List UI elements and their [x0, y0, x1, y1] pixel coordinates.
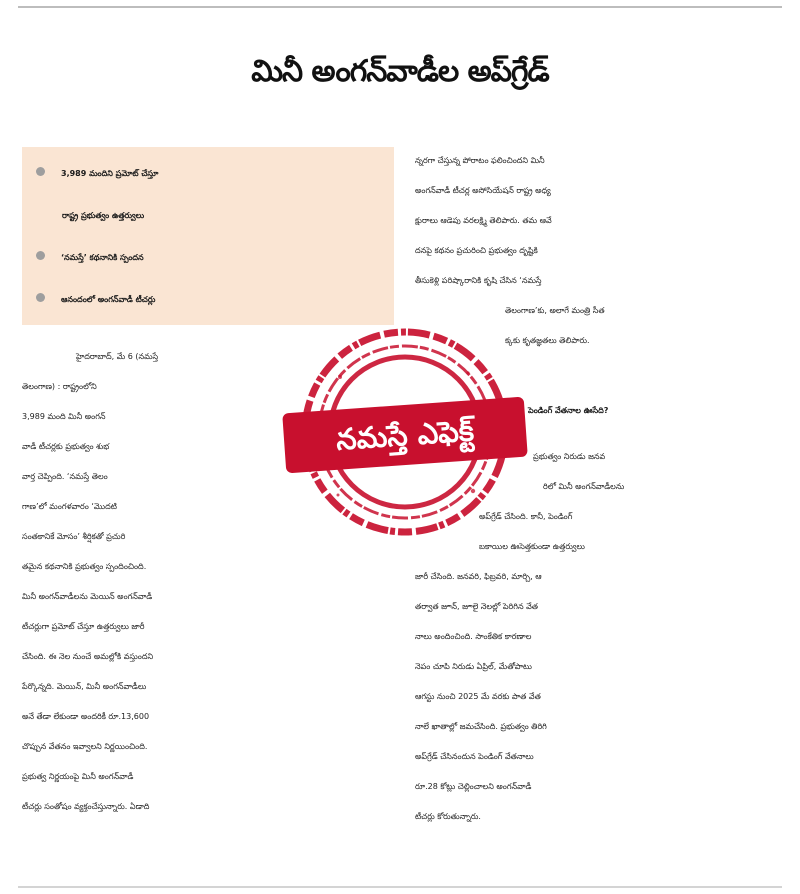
bullet-icon [36, 293, 45, 302]
body-line: జారీ చేసింది. జనవరి, ఫిబ్రవరి, మార్చి, ఆ [415, 572, 542, 581]
body-line: తీసుకెళ్లి పరిష్కారానికి కృషి చేసిన ‘నమస్తే [415, 276, 542, 285]
body-line: క్షురాలు ఆడెపు వరలక్ష్మి తెలిపారు. తమ ఆవే [415, 216, 552, 225]
body-line: ఆగస్టు నుంచి 2025 మే వరకు పాత వేత [415, 692, 541, 701]
body-line: ప్రభుత్వ నిర్ణయంపై మినీ అంగన్‌వాడీ [22, 772, 134, 781]
body-line: క్కకు కృతజ్ఞతలు తెలిపారు. [505, 336, 590, 345]
headline: మినీ అంగన్‌వాడీల అప్‌గ్రేడ్‌ [251, 54, 549, 89]
body-line: హైదరాబాద్‌, మే 6 (నమస్తే [76, 352, 159, 361]
namaste-effect-stamp [298, 325, 512, 539]
body-line: చొప్పున వేతనం ఇవ్వాలని నిర్ణయించింది. [22, 742, 148, 751]
body-line: మినీ అంగన్‌వాడీలను మెయిన్‌ అంగన్‌వాడీ [22, 592, 153, 601]
bullet-icon [36, 167, 45, 176]
body-line: 3,989 మంది మినీ అంగన్‌ [22, 412, 106, 421]
body-line: అప్‌గ్రేడ్‌ చేసినందున పెండింగ్‌ వేతనాలు [415, 752, 534, 761]
body-line: నెపం చూపి నిరుడు ఏప్రిల్‌, మేతోపాటు [415, 662, 532, 671]
body-line: పేర్కొన్నది. మెయిన్‌, మినీ అంగన్‌వాడీలు [22, 682, 147, 691]
highlight-text: 3,989 మందిని ప్రమోట్‌ చేస్తూ [61, 169, 159, 178]
body-line: అంగన్‌వాడీ టీచర్ల అసోసియేషన్‌ రాష్ట్ర అధ్య [415, 186, 551, 195]
body-line: వాడీ టీచర్లకు ప్రభుత్వం శుభ [22, 442, 110, 451]
body-line: వార్త చెప్పింది. ‘నమస్తే తెలం [22, 472, 108, 481]
body-line: తెలంగాణ’కు, అలాగే మంత్రి సీత [505, 306, 605, 315]
highlight-item [36, 153, 382, 195]
highlight-text: ఆనందంలో అంగన్‌వాడీ టీచర్లు [61, 295, 156, 304]
body-line: న్నరగా చేస్తున్న పోరాటం ఫలించిందని మినీ [415, 156, 545, 165]
body-line: సంతకానికే మోసం’ శీర్షికతో ప్రచురి [22, 532, 126, 541]
top-rule [18, 6, 782, 8]
body-line: అనే తేడా లేకుండా అందరికీ రూ.13,600 [22, 712, 150, 721]
body-line: టీచర్లు సంతోషం వ్యక్తంచేస్తున్నారు. ఏడాది [22, 802, 150, 811]
highlight-text: రాష్ట్ర ప్రభుత్వం ఉత్తర్వులు [62, 211, 145, 220]
body-line: చేసింది. ఈ నెల నుంచే అమల్లోకి వస్తుందని [22, 652, 154, 661]
bullet-icon [36, 251, 45, 260]
body-line: టీచర్లు కోరుతున్నారు. [415, 812, 481, 821]
body-line: నాలే ఖాతాల్లో జమచేసింది. ప్రభుత్వం తిరిగి [415, 722, 547, 731]
body-line: నాలు అందించింది. సాంకేతిక కారణాల [415, 632, 532, 641]
body-line: దనపై కథనం ప్రచురించి ప్రభుత్వం దృష్టికి [415, 246, 538, 255]
highlight-text: ‘నమస్తే’ కథనానికి స్పందన [61, 253, 144, 262]
highlights-box [22, 147, 394, 325]
highlight-item [36, 195, 382, 237]
body-line: టీచర్లుగా ప్రమోట్‌ చేస్తూ ఉత్తర్వులు జారీ [22, 622, 145, 631]
highlight-item [36, 237, 382, 279]
body-line: రూ.28 కోట్లు చెల్లించాలని అంగన్‌వాడీ [415, 782, 532, 791]
highlight-item [36, 279, 382, 321]
stamp-label: నమస్తే ఎఫెక్ట్‌ [284, 399, 525, 471]
body-line: తర్వాత జూన్‌, జూలై నెలల్లో పెరిగిన వేత [415, 602, 539, 611]
body-line: గాణ’లో మంగళవారం ‘మొదటి [22, 502, 117, 511]
body-line: అప్‌గ్రేడ్‌ చేసింది. కానీ, పెండింగ్‌ [479, 512, 573, 521]
bottom-rule [18, 886, 782, 888]
subheading: పెండింగ్‌ వేతనాల ఊసేది? [528, 406, 609, 415]
body-line: తెలంగాణ) : రాష్ట్రంలోని [22, 382, 97, 391]
body-line: బకాయిల ఊసెత్తకుండా ఉత్తర్వులు [479, 542, 585, 551]
body-line: తమైన కథనానికి ప్రభుత్వం స్పందించింది. [22, 562, 147, 571]
body-line: రిలో మినీ అంగన్‌వాడీలను [543, 482, 625, 491]
body-line: ప్రభుత్వం నిరుడు జనవ [533, 452, 606, 461]
